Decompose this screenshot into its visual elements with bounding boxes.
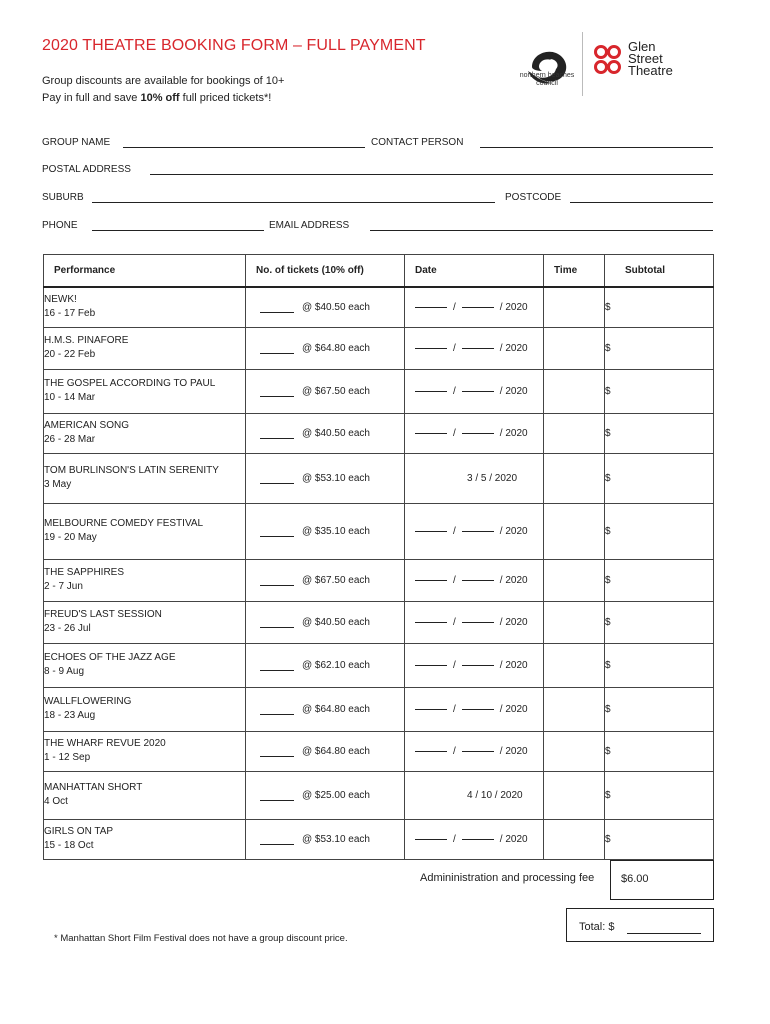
- table-row: [44, 327, 714, 369]
- intro-line-2: [42, 90, 284, 107]
- date-year: / 2020: [499, 659, 528, 671]
- date-day-field[interactable]: [415, 709, 447, 710]
- glen-street-theatre-logo-text: [628, 41, 673, 77]
- subtotal-cell[interactable]: [605, 503, 714, 559]
- subtotal-cell[interactable]: [605, 453, 714, 503]
- booking-table: [43, 254, 714, 860]
- performance-dates: 19 - 20 May: [44, 532, 97, 543]
- table-row: [44, 771, 714, 819]
- subtotal-currency: $: [605, 833, 611, 845]
- time-field[interactable]: [544, 413, 605, 453]
- performance-cell: [44, 771, 246, 819]
- tickets-field[interactable]: [260, 844, 294, 845]
- time-field[interactable]: [544, 771, 605, 819]
- subtotal-currency: $: [605, 385, 611, 397]
- table-row: [44, 413, 714, 453]
- date-year: / 2020: [499, 385, 528, 397]
- ticket-price: @ $53.10 each: [302, 833, 370, 845]
- time-field[interactable]: [544, 453, 605, 503]
- header-tickets: No. of tickets (10% off): [246, 255, 405, 288]
- postcode-label: POSTCODE: [505, 192, 562, 203]
- tickets-field[interactable]: [260, 312, 294, 313]
- date-day-field[interactable]: [415, 622, 447, 623]
- date-month-field[interactable]: [462, 433, 494, 434]
- header-date: Date: [405, 255, 544, 288]
- subtotal-currency: $: [605, 616, 611, 628]
- tickets-cell: [246, 643, 405, 687]
- date-day-field[interactable]: [415, 307, 447, 308]
- performance-cell: [44, 559, 246, 601]
- date-month-field[interactable]: [462, 665, 494, 666]
- total-label: Total: $: [579, 921, 615, 933]
- performance-name: GIRLS ON TAP: [44, 826, 114, 837]
- ticket-price: @ $40.50 each: [302, 616, 370, 628]
- ticket-price: @ $64.80 each: [302, 342, 370, 354]
- performance-cell: [44, 601, 246, 643]
- date-cell: [405, 503, 544, 559]
- contact-person-field[interactable]: [480, 147, 713, 148]
- tickets-field[interactable]: [260, 483, 294, 484]
- date-day-field[interactable]: [415, 665, 447, 666]
- subtotal-cell[interactable]: [605, 559, 714, 601]
- tickets-field[interactable]: [260, 438, 294, 439]
- intro-line-2-bold: 10% off: [140, 92, 180, 104]
- table-row: [44, 643, 714, 687]
- email-field[interactable]: [370, 230, 713, 231]
- date-day-field[interactable]: [415, 839, 447, 840]
- performance-name: ECHOES OF THE JAZZ AGE: [44, 652, 176, 663]
- ticket-price: @ $62.10 each: [302, 659, 370, 671]
- table-header-row: [44, 255, 714, 288]
- date-day-field[interactable]: [415, 391, 447, 392]
- date-month-field[interactable]: [462, 348, 494, 349]
- performance-name: THE WHARF REVUE 2020: [44, 738, 166, 749]
- intro-line-2-pre: Pay in full and save: [42, 92, 141, 104]
- subtotal-cell[interactable]: [605, 687, 714, 731]
- footnote: * Manhattan Short Film Festival does not have a group discount price.: [54, 933, 348, 944]
- date-slash: /: [453, 301, 456, 313]
- tickets-cell: [246, 771, 405, 819]
- performance-cell: [44, 327, 246, 369]
- date-slash: /: [453, 616, 456, 628]
- header-subtotal: Subtotal: [605, 255, 714, 288]
- performance-cell: [44, 643, 246, 687]
- date-day-field[interactable]: [415, 531, 447, 532]
- intro-text: [42, 73, 284, 107]
- date-cell: [405, 559, 544, 601]
- performance-cell: [44, 413, 246, 453]
- date-cell: [405, 601, 544, 643]
- date-cell: [405, 819, 544, 859]
- intro-line-1: Group discounts are available for bookings of 10+: [42, 75, 285, 87]
- date-cell: [405, 453, 544, 503]
- date-slash: /: [453, 703, 456, 715]
- performance-dates: 1 - 12 Sep: [44, 752, 91, 763]
- tickets-cell: [246, 327, 405, 369]
- group-name-field[interactable]: [123, 147, 365, 148]
- intro-line-2-post: full priced tickets*!: [179, 92, 272, 104]
- phone-field[interactable]: [92, 230, 264, 231]
- performance-cell: [44, 369, 246, 413]
- theatre-logo-line-2: Street: [628, 51, 663, 66]
- suburb-field[interactable]: [92, 202, 495, 203]
- table-row: [44, 731, 714, 771]
- date-month-field[interactable]: [462, 839, 494, 840]
- date-year: / 2020: [499, 427, 528, 439]
- performance-cell: [44, 453, 246, 503]
- tickets-field[interactable]: [260, 756, 294, 757]
- tickets-field[interactable]: [260, 714, 294, 715]
- date-year: / 2020: [499, 833, 528, 845]
- time-field[interactable]: [544, 369, 605, 413]
- subtotal-cell[interactable]: [605, 413, 714, 453]
- date-month-field[interactable]: [462, 751, 494, 752]
- date-cell: [405, 369, 544, 413]
- ticket-price: @ $25.00 each: [302, 789, 370, 801]
- postal-address-label: POSTAL ADDRESS: [42, 164, 131, 175]
- date-month-field[interactable]: [462, 580, 494, 581]
- theatre-logo-line-3: Theatre: [628, 63, 673, 78]
- subtotal-cell[interactable]: [605, 771, 714, 819]
- fixed-date: 3 / 5 / 2020: [467, 472, 518, 484]
- subtotal-currency: $: [605, 789, 611, 801]
- subtotal-cell[interactable]: [605, 327, 714, 369]
- performance-name: THE GOSPEL ACCORDING TO PAUL: [44, 378, 216, 389]
- fee-label: Admininistration and processing fee: [420, 872, 595, 884]
- booking-table-body: [44, 287, 714, 859]
- header-time: Time: [544, 255, 605, 288]
- performance-name: MANHATTAN SHORT: [44, 782, 143, 793]
- group-name-label: GROUP NAME: [42, 137, 111, 148]
- suburb-label: SUBURB: [42, 192, 84, 203]
- subtotal-cell[interactable]: [605, 819, 714, 859]
- date-month-field[interactable]: [462, 391, 494, 392]
- time-field[interactable]: [544, 287, 605, 327]
- table-row: [44, 369, 714, 413]
- contact-person-label: CONTACT PERSON: [371, 137, 464, 148]
- date-day-field[interactable]: [415, 433, 447, 434]
- tickets-cell: [246, 559, 405, 601]
- performance-cell: [44, 731, 246, 771]
- logo-divider: [582, 32, 583, 96]
- ticket-price: @ $64.80 each: [302, 745, 370, 757]
- performance-name: FREUD'S LAST SESSION: [44, 609, 162, 620]
- tickets-cell: [246, 287, 405, 327]
- performance-cell: [44, 287, 246, 327]
- subtotal-currency: $: [605, 745, 611, 757]
- time-field[interactable]: [544, 819, 605, 859]
- tickets-field[interactable]: [260, 396, 294, 397]
- date-year: / 2020: [499, 616, 528, 628]
- date-year: / 2020: [499, 525, 528, 537]
- glen-street-theatre-logo-mark: [594, 44, 622, 76]
- theatre-logo-line-1: Glen: [628, 39, 656, 54]
- tickets-field[interactable]: [260, 536, 294, 537]
- subtotal-cell[interactable]: [605, 731, 714, 771]
- tickets-cell: [246, 503, 405, 559]
- ticket-price: @ $67.50 each: [302, 385, 370, 397]
- date-cell: [405, 327, 544, 369]
- council-logo-text: northern beaches council: [519, 72, 575, 87]
- time-field[interactable]: [544, 731, 605, 771]
- date-day-field[interactable]: [415, 580, 447, 581]
- table-row: [44, 453, 714, 503]
- performance-name: AMERICAN SONG: [44, 420, 130, 431]
- ticket-price: @ $40.50 each: [302, 427, 370, 439]
- date-day-field[interactable]: [415, 751, 447, 752]
- ticket-price: @ $64.80 each: [302, 703, 370, 715]
- fee-box: [610, 860, 714, 900]
- performance-name: H.M.S. PINAFORE: [44, 335, 129, 346]
- date-slash: /: [453, 659, 456, 671]
- total-box: [566, 908, 714, 942]
- postal-address-field[interactable]: [150, 174, 713, 175]
- form-title: 2020 THEATRE BOOKING FORM – FULL PAYMENT: [42, 37, 426, 54]
- date-slash: /: [453, 745, 456, 757]
- performance-dates: 15 - 18 Oct: [44, 840, 94, 851]
- table-row: [44, 819, 714, 859]
- date-cell: [405, 413, 544, 453]
- date-cell: [405, 731, 544, 771]
- performance-dates: 26 - 28 Mar: [44, 434, 96, 445]
- subtotal-cell[interactable]: [605, 369, 714, 413]
- date-cell: [405, 643, 544, 687]
- performance-name: WALLFLOWERING: [44, 696, 132, 707]
- total-field[interactable]: [627, 933, 701, 934]
- northern-beaches-council-logo: [522, 32, 574, 102]
- subtotal-cell[interactable]: [605, 287, 714, 327]
- performance-cell: [44, 503, 246, 559]
- tickets-cell: [246, 731, 405, 771]
- performance-name: MELBOURNE COMEDY FESTIVAL: [44, 518, 204, 529]
- date-year: / 2020: [499, 745, 528, 757]
- date-slash: /: [453, 385, 456, 397]
- subtotal-currency: $: [605, 472, 611, 484]
- date-cell: [405, 687, 544, 731]
- tickets-cell: [246, 601, 405, 643]
- date-month-field[interactable]: [462, 531, 494, 532]
- performance-dates: 2 - 7 Jun: [44, 581, 83, 592]
- date-slash: /: [453, 833, 456, 845]
- header-performance: Performance: [44, 255, 246, 288]
- ticket-price: @ $67.50 each: [302, 574, 370, 586]
- time-field[interactable]: [544, 643, 605, 687]
- date-month-field[interactable]: [462, 622, 494, 623]
- date-year: / 2020: [499, 342, 528, 354]
- phone-label: PHONE: [42, 220, 78, 231]
- time-field[interactable]: [544, 327, 605, 369]
- subtotal-cell[interactable]: [605, 601, 714, 643]
- email-label: EMAIL ADDRESS: [269, 220, 350, 231]
- performance-cell: [44, 819, 246, 859]
- time-field[interactable]: [544, 559, 605, 601]
- ticket-price: @ $40.50 each: [302, 301, 370, 313]
- subtotal-currency: $: [605, 574, 611, 586]
- performance-cell: [44, 687, 246, 731]
- date-slash: /: [453, 574, 456, 586]
- tickets-field[interactable]: [260, 353, 294, 354]
- performance-dates: 20 - 22 Feb: [44, 349, 96, 360]
- tickets-cell: [246, 413, 405, 453]
- table-row: [44, 503, 714, 559]
- table-row: [44, 287, 714, 327]
- date-slash: /: [453, 525, 456, 537]
- date-slash: /: [453, 342, 456, 354]
- fee-value: $6.00: [621, 873, 649, 885]
- time-field[interactable]: [544, 503, 605, 559]
- table-row: [44, 559, 714, 601]
- tickets-field[interactable]: [260, 800, 294, 801]
- table-row: [44, 601, 714, 643]
- performance-dates: 16 - 17 Feb: [44, 308, 96, 320]
- tickets-field[interactable]: [260, 585, 294, 586]
- subtotal-currency: $: [605, 342, 611, 354]
- tickets-field[interactable]: [260, 670, 294, 671]
- tickets-field[interactable]: [260, 627, 294, 628]
- performance-name: TOM BURLINSON'S LATIN SERENITY: [44, 465, 219, 476]
- date-year: / 2020: [499, 301, 528, 313]
- time-field[interactable]: [544, 601, 605, 643]
- tickets-cell: [246, 453, 405, 503]
- date-month-field[interactable]: [462, 709, 494, 710]
- tickets-cell: [246, 819, 405, 859]
- time-field[interactable]: [544, 687, 605, 731]
- subtotal-currency: $: [605, 301, 611, 313]
- date-year: / 2020: [499, 574, 528, 586]
- subtotal-cell[interactable]: [605, 643, 714, 687]
- tickets-cell: [246, 369, 405, 413]
- ticket-price: @ $53.10 each: [302, 472, 370, 484]
- performance-dates: 8 - 9 Aug: [44, 666, 85, 677]
- date-month-field[interactable]: [462, 307, 494, 308]
- date-day-field[interactable]: [415, 348, 447, 349]
- date-cell: [405, 771, 544, 819]
- performance-dates: 3 May: [44, 479, 72, 490]
- ticket-price: @ $35.10 each: [302, 525, 370, 537]
- subtotal-currency: $: [605, 525, 611, 537]
- date-year: / 2020: [499, 703, 528, 715]
- performance-dates: 18 - 23 Aug: [44, 710, 96, 721]
- performance-name: THE SAPPHIRES: [44, 567, 125, 578]
- date-slash: /: [453, 427, 456, 439]
- tickets-cell: [246, 687, 405, 731]
- subtotal-currency: $: [605, 427, 611, 439]
- performance-dates: 10 - 14 Mar: [44, 392, 96, 403]
- performance-dates: 23 - 26 Jul: [44, 623, 91, 634]
- subtotal-currency: $: [605, 703, 611, 715]
- table-row: [44, 687, 714, 731]
- performance-dates: 4 Oct: [44, 796, 68, 807]
- performance-name: NEWK!: [44, 294, 77, 306]
- postcode-field[interactable]: [570, 202, 713, 203]
- subtotal-currency: $: [605, 659, 611, 671]
- fixed-date: 4 / 10 / 2020: [467, 789, 523, 801]
- date-cell: [405, 287, 544, 327]
